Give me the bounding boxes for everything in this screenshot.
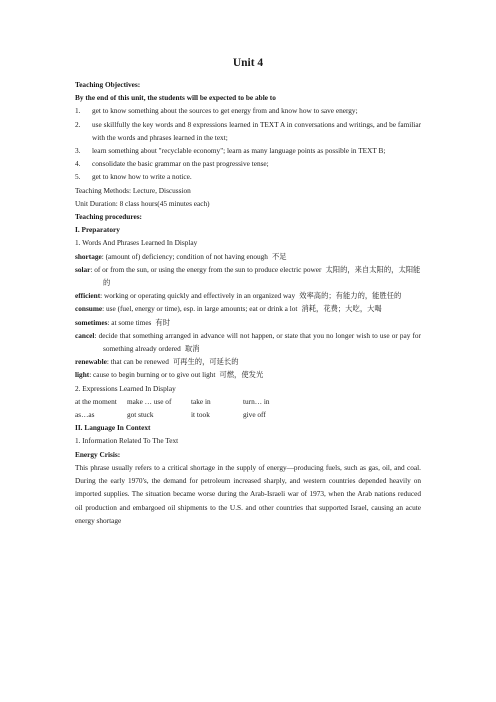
word-entry: renewable: that can be renewed 可再生的，可延长的 — [75, 357, 239, 367]
word-entry: consume: use (fuel, energy or time), esp. in large amounts; eat or drink a lot 消耗，花费；大吃，大喝 — [75, 304, 382, 314]
expression: give off — [243, 410, 266, 420]
expressions-row — [75, 408, 421, 421]
word-entry: light: cause to begin burning or to give out light 可燃，使发光 — [75, 370, 264, 380]
document-body — [75, 54, 421, 527]
objectives-heading: Teaching Objectives: — [75, 80, 141, 89]
expression: got stuck — [127, 410, 154, 420]
word-entry: sometimes: at some times 有时 — [75, 317, 170, 327]
objective-item: 4. consolidate the basic grammar on the past progressive tense; — [75, 159, 269, 169]
unit-title: Unit 4 — [232, 57, 264, 69]
teaching-methods: Teaching Methods: Lecture, Discussion — [75, 185, 191, 195]
objective-item: 1. get to know something about the sources to get energy from and know how to save energy; — [75, 106, 358, 116]
objective-item: 3. learn something about "recyclable economy"; learn as many language points as possible in TEXT B; — [75, 146, 386, 156]
word-entry: cancel: decide that something arranged in advance will not happen, or state that you no longer wish to use or pay for something already ordered 取消 — [75, 330, 421, 354]
crisis-paragraph: This phrase usually refers to a critical shortage in the supply of energy—producing fuels, such as gas, oil, and coal. During the early 1970's, the demand for petroleum increased sharply, and western countries depended heavily on imported supplies. The situation became worse during the Arab-Israeli war of 1973, when the Arab nations reduced oil production and embargoed oil shipments to the U.S. and other countries that supported Israel, causing an acute energy shortage — [75, 462, 421, 525]
unit-duration: Unit Duration: 8 class hours(45 minutes each) — [75, 198, 210, 208]
word-entry: solar: of or from the sun, or using the energy from the sun to produce electric power 太阳的，来自太阳的，太阳能的 — [75, 264, 421, 288]
subsection-heading: 1. Information Related To The Text — [75, 436, 179, 446]
expression: make … use of — [127, 396, 172, 406]
objective-item: 2. use skillfully the key words and 8 expressions learned in TEXT A in conversations and writings, and be familiar with the words and phrases learned in the text; — [75, 119, 421, 142]
expression — [285, 395, 315, 408]
objectives-intro: By the end of this unit, the students will be expected to be able to — [75, 93, 276, 103]
word-list — [75, 250, 421, 382]
expressions-row — [75, 395, 421, 408]
word-entry: efficient: working or operating quickly and effectively in an organized way 效率高的；有能力的，能胜任的 — [75, 291, 402, 301]
expression: take in — [191, 396, 211, 406]
expression: turn… in — [243, 396, 270, 406]
crisis-heading: Energy Crisis: — [75, 449, 121, 459]
section-heading: I. Preparatory — [75, 225, 120, 235]
section-heading: II. Language In Context — [75, 423, 151, 433]
expression: at the moment — [75, 396, 117, 406]
procedures-heading: Teaching procedures: — [75, 212, 142, 222]
objective-item: 5. get to know how to write a notice. — [75, 172, 192, 182]
subsection-heading: 1. Words And Phrases Learned In Display — [75, 238, 198, 248]
word-entry: shortage: (amount of) deficiency; condition of not having enough 不足 — [75, 251, 287, 261]
subsection-heading: 2. Expressions Learned In Display — [75, 383, 176, 393]
objectives-list — [75, 104, 421, 183]
expression: it took — [191, 410, 210, 420]
expression: as…as — [75, 410, 95, 420]
